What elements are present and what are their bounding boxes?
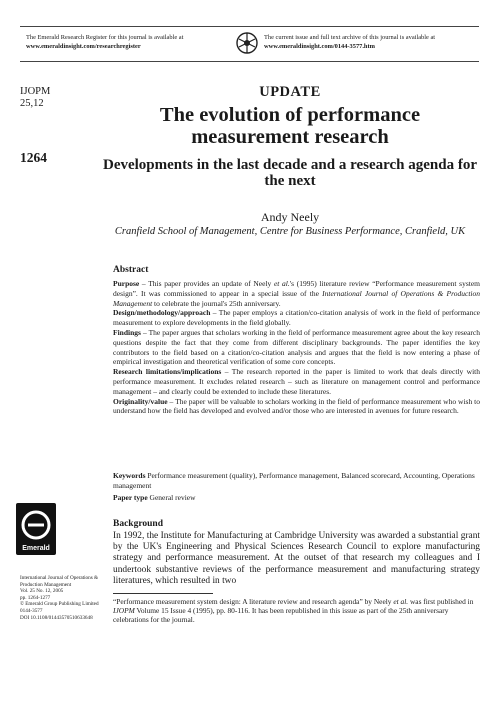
research-register-notice bbox=[26, 33, 236, 51]
originality-text: – The paper will be valuable to scholars working in the field of performance measurement who wish to understand how the field has developed and evolved and/or those who are interested in avenues for future research. bbox=[113, 396, 480, 416]
limitations-text: – The research reported in the paper is limited to work that deals directly with performance measurement. It excludes related research – such as literature on management control and performance management – and clearly could be extended to include these literatures. bbox=[113, 367, 480, 396]
paper-type-label: Paper type bbox=[113, 493, 148, 502]
purpose-label: Purpose bbox=[113, 279, 140, 288]
findings-label: Findings bbox=[113, 327, 141, 337]
archive-url[interactable]: www.emeraldinsight.com/0144-3577.htm bbox=[264, 43, 375, 50]
journal-ref bbox=[20, 86, 50, 110]
journal-abbrev: IJOPM bbox=[20, 86, 51, 97]
register-notice-text: The Emerald Research Register for this journal is available at bbox=[26, 34, 184, 41]
abstract-originality bbox=[113, 397, 480, 417]
abstract-limitations bbox=[113, 367, 480, 396]
purpose-text-b: 's (1995) literature review “Performance measurement system design”. It was commissioned to appear in a special issue of the bbox=[113, 279, 480, 298]
abstract-design bbox=[113, 308, 480, 328]
info-copyright: © Emerald Group Publishing Limited bbox=[20, 601, 99, 608]
purpose-text-c: to celebrate the journal's 25th anniversary. bbox=[152, 298, 281, 308]
abstract-body bbox=[113, 279, 480, 416]
footnote-text-a: “Performance measurement system design: A literature review and research agenda” by Neely bbox=[113, 597, 394, 606]
emerald-logo bbox=[16, 503, 56, 555]
abstract-findings bbox=[113, 328, 480, 367]
paper-type-text: General review bbox=[147, 493, 196, 502]
info-pages: pp. 1264-1277 bbox=[20, 594, 51, 601]
originality-label: Originality/value bbox=[113, 396, 168, 406]
footnote-text-b: was first published in bbox=[408, 597, 474, 606]
emerald-e-icon bbox=[16, 505, 56, 545]
emerald-logo-text: Emerald bbox=[22, 545, 50, 552]
keywords bbox=[113, 471, 480, 491]
purpose-text-a: – This paper provides an update of Neely bbox=[139, 279, 274, 288]
page-number: 1264 bbox=[20, 150, 47, 165]
archive-notice bbox=[264, 33, 479, 51]
limitations-label: Research limitations/implications bbox=[113, 367, 222, 377]
footnote-etal: et al. bbox=[393, 597, 409, 606]
article-subtitle: Developments in the last decade and a research agenda for the next bbox=[102, 157, 477, 189]
keywords-label: Keywords bbox=[113, 471, 146, 480]
purpose-etal: et al. bbox=[273, 279, 290, 288]
design-label: Design/methodology/approach bbox=[113, 308, 211, 318]
purpose-journal: International Journal of Operations & Production Management bbox=[113, 288, 481, 308]
design-text: – The paper employs a citation/co-citation analysis of work in the field of performance measurement to explore developments in the field globally. bbox=[113, 308, 480, 328]
article-title: The evolution of performance measurement research bbox=[159, 104, 421, 148]
background-heading: Background bbox=[113, 519, 163, 529]
abstract-heading: Abstract bbox=[113, 265, 149, 275]
abstract-purpose bbox=[113, 279, 480, 308]
info-volume: Vol. 25 No. 12, 2005 bbox=[20, 588, 64, 595]
section-label: UPDATE bbox=[259, 84, 321, 100]
register-url[interactable]: www.emeraldinsight.com/researchregister bbox=[26, 43, 141, 50]
journal-citation-info bbox=[20, 575, 112, 621]
info-doi: DOI 10.1108/01443570510633648 bbox=[20, 614, 93, 621]
footnote-divider bbox=[113, 593, 213, 594]
keywords-text: Performance measurement (quality), Performance management, Balanced scorecard, Accounting, Operations management bbox=[113, 471, 475, 490]
info-issn: 0144-3577 bbox=[20, 607, 43, 614]
footnote-journal: IJOPM bbox=[113, 606, 135, 615]
findings-text: – The paper argues that scholars working in the field of performance measurement agree about the key research questions despite the fact that they come from different disciplinary backgrounds. The paper identifies the key contributors to the field based on a citation/co-citation analysis and argues that the field is now entering a phase of empirical investigation and theoretical verification of some core concepts. bbox=[113, 327, 480, 367]
paper-type bbox=[113, 493, 480, 503]
emerald-globe-icon bbox=[235, 31, 259, 55]
footnote-text-c: Volume 15 Issue 4 (1995), pp. 80-116. It has been republished in this issue as part of the 25th anniversary celebrations for the journal. bbox=[113, 606, 449, 624]
volume-issue: 25,12 bbox=[20, 98, 44, 109]
footnote bbox=[113, 597, 480, 624]
info-journal-name: International Journal of Operations & Production Management bbox=[20, 575, 99, 588]
author-name: Andy Neely bbox=[260, 210, 320, 224]
background-text: In 1992, the Institute for Manufacturing at Cambridge University was awarded a substantial grant by the UK's Engineering and Physical Sciences Research Council to explore manufacturing strategy and performance measurement. At the outset of that research my colleagues and I undertook substantive reviews of the performance measurement and manufacturing strategy literatures, which resulted in two bbox=[113, 531, 480, 586]
archive-notice-text: The current issue and full text archive of this journal is available at bbox=[264, 34, 436, 41]
access-header bbox=[20, 26, 479, 62]
author-affiliation: Cranfield School of Management, Centre for Business Performance, Cranfield, UK bbox=[114, 226, 466, 237]
